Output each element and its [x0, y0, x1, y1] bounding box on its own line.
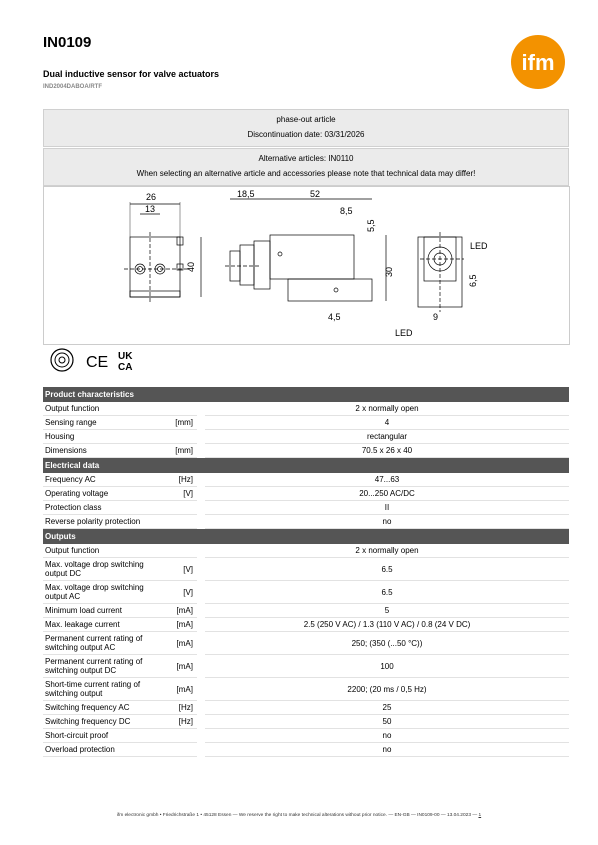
alternative-notice	[43, 148, 569, 186]
dim-6-5: 6,5	[468, 274, 478, 287]
spec-row	[43, 729, 569, 743]
spec-gap	[197, 515, 205, 529]
dim-13: 13	[145, 204, 156, 214]
spec-gap	[197, 416, 205, 430]
spec-unit: [mA]	[169, 655, 197, 678]
spec-row	[43, 416, 569, 430]
footer-page: 1	[478, 813, 482, 818]
spec-unit: [V]	[169, 558, 197, 581]
section-header	[43, 529, 569, 545]
alternative-article: Alternative articles: IN0110	[258, 154, 354, 163]
specifications-table	[43, 387, 569, 757]
spec-value: 5	[205, 604, 569, 618]
spec-label: Overload protection	[43, 743, 169, 757]
spec-unit: [V]	[169, 581, 197, 604]
spec-unit	[169, 402, 197, 416]
spec-value: no	[205, 515, 569, 529]
ce-icon: CE	[86, 354, 109, 371]
spec-unit: [mA]	[169, 604, 197, 618]
product-subtitle: Dual inductive sensor for valve actuators	[43, 69, 220, 79]
dim-26: 26	[146, 192, 157, 202]
spec-unit: [mA]	[169, 632, 197, 655]
spec-value: 25	[205, 701, 569, 715]
section-title: Product characteristics	[43, 387, 569, 402]
spec-unit	[169, 729, 197, 743]
spec-gap	[197, 487, 205, 501]
spec-unit: [Hz]	[169, 473, 197, 487]
phase-out-label: phase-out article	[276, 115, 336, 124]
spec-gap	[197, 444, 205, 458]
spec-value: 20...250 AC/DC	[205, 487, 569, 501]
spec-unit: [Hz]	[169, 701, 197, 715]
ifm-logo	[510, 34, 566, 90]
dim-5-5: 5,5	[366, 219, 376, 232]
spec-gap	[197, 558, 205, 581]
spec-row	[43, 444, 569, 458]
spec-value: II	[205, 501, 569, 515]
spec-label: Short-circuit proof	[43, 729, 169, 743]
spec-value: rectangular	[205, 430, 569, 444]
spec-row	[43, 501, 569, 515]
spec-value: 2200; (20 ms / 0,5 Hz)	[205, 678, 569, 701]
spec-label: Protection class	[43, 501, 169, 515]
spec-label: Max. leakage current	[43, 618, 169, 632]
spec-row	[43, 655, 569, 678]
spec-value: 6.5	[205, 558, 569, 581]
spec-label: Dimensions	[43, 444, 169, 458]
spec-value: 47...63	[205, 473, 569, 487]
spec-row	[43, 430, 569, 444]
spec-gap	[197, 430, 205, 444]
spec-gap	[197, 604, 205, 618]
side-view-body	[270, 235, 354, 279]
spec-row	[43, 604, 569, 618]
spec-unit: [V]	[169, 487, 197, 501]
spec-gap	[197, 544, 205, 558]
spec-label: Reverse polarity protection	[43, 515, 169, 529]
cccx-icon	[51, 349, 73, 371]
spec-row	[43, 402, 569, 416]
section-title: Electrical data	[43, 458, 569, 474]
dimension-drawing	[43, 186, 570, 345]
spec-gap	[197, 501, 205, 515]
spec-value: 100	[205, 655, 569, 678]
spec-label: Operating voltage	[43, 487, 169, 501]
section-title: Outputs	[43, 529, 569, 545]
spec-unit: [mm]	[169, 444, 197, 458]
spec-value: 4	[205, 416, 569, 430]
spec-unit: [mA]	[169, 618, 197, 632]
spec-gap	[197, 729, 205, 743]
spec-gap	[197, 402, 205, 416]
dim-4-5: 4,5	[328, 312, 341, 322]
spec-value: 2 x normally open	[205, 544, 569, 558]
spec-gap	[197, 632, 205, 655]
dim-8-5: 8,5	[340, 206, 353, 216]
page-title: IN0109	[43, 34, 92, 51]
led-label-bottom: LED	[395, 328, 413, 338]
footer-text: ifm electronic gmbh • Friedrichstraße 1 • 45128 Essen — We reserve the right to make technical alterations without prior notice. — EN-GB — IN0109-00 — 13.04.2023 —	[116, 813, 478, 818]
spec-row	[43, 618, 569, 632]
spec-label: Frequency AC	[43, 473, 169, 487]
spec-unit	[169, 515, 197, 529]
spec-label: Permanent current rating of switching output DC	[43, 655, 169, 678]
spec-label: Max. voltage drop switching output AC	[43, 581, 169, 604]
spec-gap	[197, 715, 205, 729]
spec-row	[43, 632, 569, 655]
spec-row	[43, 581, 569, 604]
spec-label: Housing	[43, 430, 169, 444]
spec-value: 2 x normally open	[205, 402, 569, 416]
spec-value: no	[205, 729, 569, 743]
spec-gap	[197, 581, 205, 604]
section-header	[43, 387, 569, 402]
spec-label: Minimum load current	[43, 604, 169, 618]
svg-text:ifm: ifm	[521, 50, 555, 75]
spec-label: Switching frequency AC	[43, 701, 169, 715]
spec-value: 6.5	[205, 581, 569, 604]
spec-label: Output function	[43, 544, 169, 558]
spec-gap	[197, 743, 205, 757]
spec-gap	[197, 618, 205, 632]
spec-row	[43, 678, 569, 701]
spec-row	[43, 701, 569, 715]
spec-unit	[169, 743, 197, 757]
spec-row	[43, 544, 569, 558]
spec-unit	[169, 544, 197, 558]
dim-30: 30	[384, 266, 394, 277]
spec-label: Output function	[43, 402, 169, 416]
spec-row	[43, 715, 569, 729]
spec-row	[43, 487, 569, 501]
spec-gap	[197, 655, 205, 678]
spec-gap	[197, 678, 205, 701]
spec-value: 250; (350 (...50 °C))	[205, 632, 569, 655]
spec-unit	[169, 501, 197, 515]
spec-label: Permanent current rating of switching output AC	[43, 632, 169, 655]
spec-label: Short-time current rating of switching output	[43, 678, 169, 701]
spec-row	[43, 473, 569, 487]
spec-row	[43, 558, 569, 581]
phase-out-notice	[43, 109, 569, 147]
section-header	[43, 458, 569, 474]
spec-value: no	[205, 743, 569, 757]
dim-52: 52	[310, 189, 321, 199]
dim-9: 9	[433, 312, 439, 322]
led-label-top: LED	[470, 241, 488, 251]
spec-row	[43, 743, 569, 757]
dim-18-5: 18,5	[237, 189, 255, 199]
dim-40: 40	[186, 261, 196, 272]
spec-gap	[197, 473, 205, 487]
spec-value: 50	[205, 715, 569, 729]
alternative-warning: When selecting an alternative article and accessories please note that technical data may differ!	[136, 169, 476, 178]
ukca-icon-bottom: CA	[118, 362, 133, 372]
spec-label: Switching frequency DC	[43, 715, 169, 729]
spec-value: 70.5 x 26 x 40	[205, 444, 569, 458]
spec-label: Max. voltage drop switching output DC	[43, 558, 169, 581]
front-view-body	[130, 237, 180, 297]
page-footer	[0, 813, 598, 818]
discontinuation-date: Discontinuation date: 03/31/2026	[247, 130, 365, 139]
spec-label: Sensing range	[43, 416, 169, 430]
spec-unit: [mA]	[169, 678, 197, 701]
spec-unit: [mm]	[169, 416, 197, 430]
ukca-icon-top: UK	[118, 351, 133, 362]
spec-unit	[169, 430, 197, 444]
spec-unit: [Hz]	[169, 715, 197, 729]
spec-value: 2.5 (250 V AC) / 1.3 (110 V AC) / 0.8 (24 V DC)	[205, 618, 569, 632]
spec-row	[43, 515, 569, 529]
article-code: IND2004DABOA/RTF	[43, 84, 103, 90]
spec-gap	[197, 701, 205, 715]
certification-logos	[50, 348, 150, 372]
